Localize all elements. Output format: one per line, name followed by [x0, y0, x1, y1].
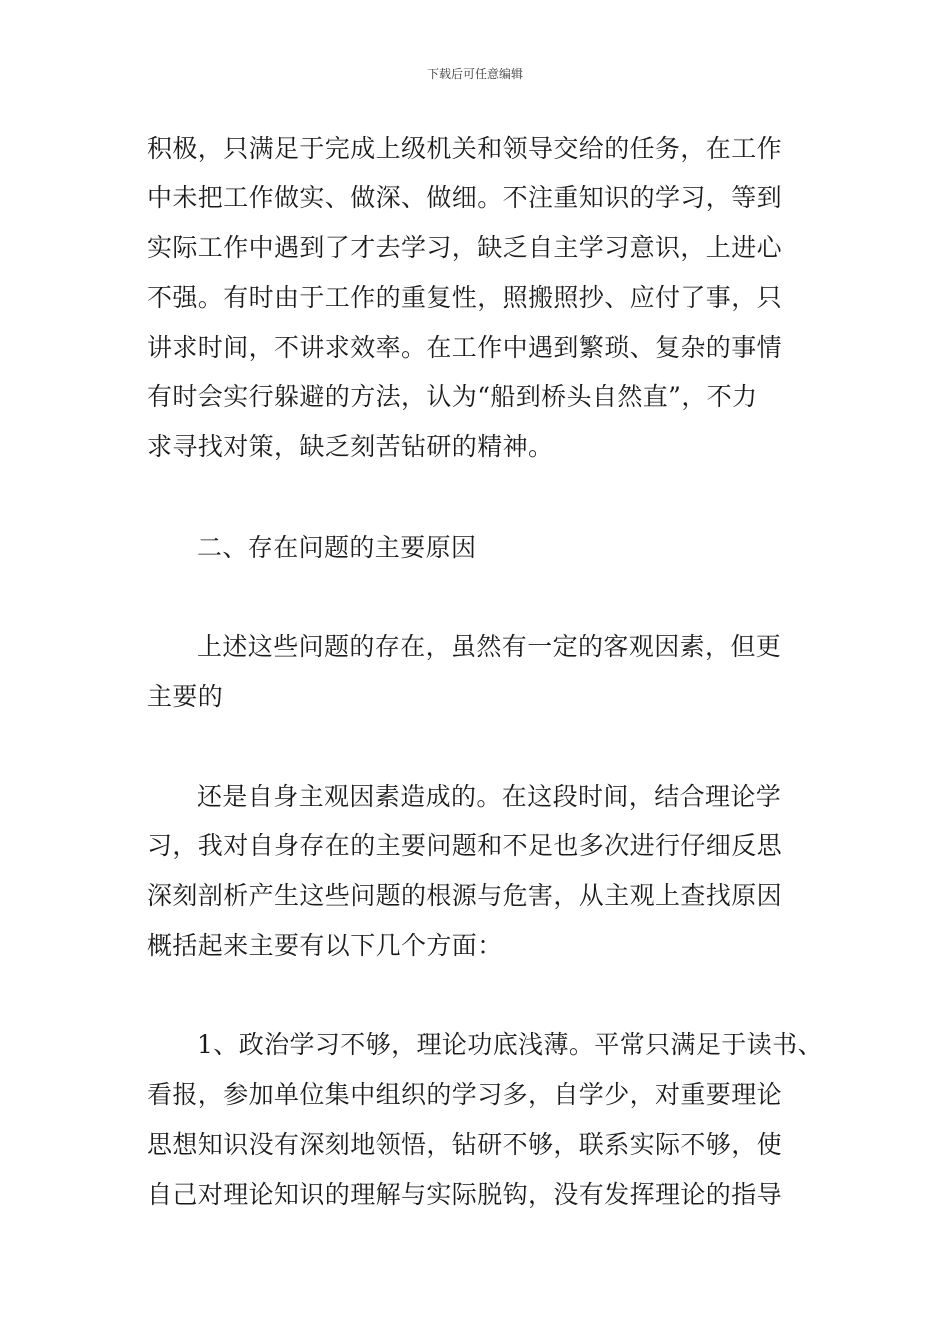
text-line: 概括起来主要有以下几个方面：	[147, 931, 503, 960]
text-line: 中未把工作做实、做深、做细。不注重知识的学习，等到	[147, 183, 783, 212]
text-line: 讲求时间，不讲求效率。在工作中遇到繁琐、复杂的事情	[147, 333, 783, 362]
text-line: 深刻剖析产生这些问题的根源与危害，从主观上查找原因	[147, 881, 783, 910]
section-heading: 二、存在问题的主要原因	[197, 533, 477, 562]
text-line: 看报，参加单位集中组织的学习多，自学少，对重要理论	[147, 1080, 783, 1109]
text-line: 思想知识没有深刻地领悟，钻研不够，联系实际不够，使	[147, 1130, 783, 1159]
text-line: 求寻找对策，缺乏刻苦钻研的精神。	[147, 432, 554, 461]
text-line: 自己对理论知识的理解与实际脱钩，没有发挥理论的指导	[147, 1180, 783, 1209]
text-line: 还是自身主观因素造成的。在这段时间，结合理论学	[197, 782, 782, 811]
text-line: 习，我对自身存在的主要问题和不足也多次进行仔细反思	[147, 831, 783, 860]
text-line: 主要的	[147, 682, 224, 711]
text-line: 实际工作中遇到了才去学习，缺乏自主学习意识，上进心	[147, 233, 783, 262]
text-line: 积极，只满足于完成上级机关和领导交给的任务，在工作	[147, 134, 783, 163]
page-header: 下载后可任意编辑	[426, 67, 523, 81]
text-line: 有时会实行躲避的方法，认为“船到桥头自然直”，不力	[147, 382, 758, 411]
text-line: 不强。有时由于工作的重复性，照搬照抄、应付了事，只	[147, 283, 783, 312]
text-line: 1、政治学习不够，理论功底浅薄。平常只满足于读书、	[197, 1030, 823, 1059]
text-line: 上述这些问题的存在，虽然有一定的客观因素，但更	[197, 632, 782, 661]
